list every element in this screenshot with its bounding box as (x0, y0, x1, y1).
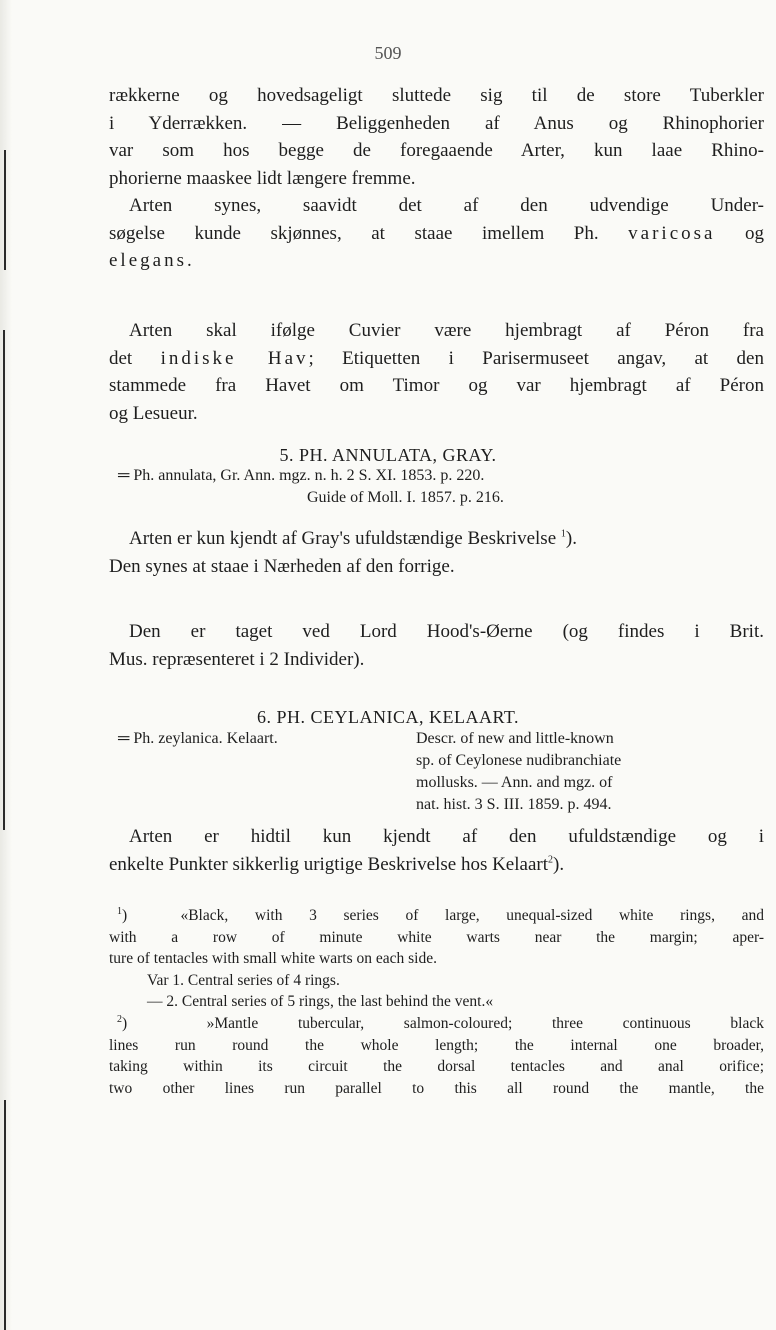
page-edge-mark (4, 150, 6, 270)
footnote-line: with a row of minute white warts near the margin; aper- (109, 928, 764, 946)
footnote-2 (109, 1013, 764, 1099)
paragraph-6 (109, 823, 764, 878)
page-edge-mark (4, 1100, 6, 1330)
footnote-line: $^1$) «Black, with 3 series of large, unequal-sized white rings, and (117, 905, 764, 924)
text-line: Den er taget ved Lord Hood's-Øerne (og findes i Brit. (129, 621, 764, 642)
synonymy-line: Guide of Moll. I. 1857. p. 216. (307, 489, 504, 506)
text-line: Arten er hidtil kun kjendt af den ufuldstændige og i (129, 826, 764, 847)
text-line: og Lesueur. (109, 402, 198, 424)
paragraph-5a (109, 525, 764, 580)
section-heading-6: 6. PH. CEYLANICA, KELAART. (256, 707, 520, 727)
synonymy-line: Descr. of new and little-known (416, 730, 614, 747)
synonymy-line: mollusks. — Ann. and mgz. of (416, 774, 613, 791)
text-line: Arten er kun kjendt af Gray's ufuldstændige Beskrivelse $^1$). (129, 528, 577, 549)
section-heading-5: 5. PH. ANNULATA, GRAY. (279, 445, 497, 465)
page-edge-mark (3, 330, 5, 830)
footnote-line: ture of tentacles with small white warts on each side. (109, 950, 437, 967)
species-name: elegans (109, 250, 187, 271)
footnote-ref: 2 (548, 854, 553, 866)
synonymy-line: sp. of Ceylonese nudibranchiate (416, 752, 622, 769)
footnote-line: lines run round the whole length; the internal one broader, (109, 1036, 764, 1054)
text-line: var som hos begge de foregaaende Arter, kun laae Rhino- (109, 140, 764, 161)
paragraph-3 (109, 317, 764, 427)
footnote-ref: 1 (560, 528, 566, 540)
text-line: i Yderrækken. — Beliggenheden af Anus og Rhinophorier (109, 112, 764, 134)
text-line: Arten synes, saavidt det af den udvendige Under- (129, 195, 764, 216)
paragraph-2 (109, 192, 764, 275)
footnote-1 (109, 905, 764, 1013)
footnote-marker: 1 (117, 905, 122, 917)
synonymy-prefix: ═ Ph. zeylanica. Kelaart. (118, 730, 278, 747)
text-line: rækkerne og hovedsageligt sluttede sig til de store Tuberkler (109, 85, 764, 106)
text-line: det indiske Hav; Etiquetten i Parisermuseet angav, at den (109, 347, 764, 369)
species-name: varicosa (628, 222, 716, 244)
page-edge-shadow (0, 0, 12, 1330)
text-line: Arten skal ifølge Cuvier være hjembragt af Péron fra (129, 320, 764, 341)
text-line: Mus. repræsenteret i 2 Individer). (109, 648, 365, 670)
paragraph-5b (109, 618, 764, 673)
footnote-line: Var 1. Central series of 4 rings. (147, 971, 340, 989)
footnote-marker: 2 (117, 1013, 122, 1025)
text-line: stammede fra Havet om Timor og var hjembragt af Péron (109, 375, 764, 396)
page-number: 509 (374, 43, 402, 63)
footnote-line: taking within its circuit the dorsal tentacles and anal orifice; (109, 1058, 764, 1075)
synonymy-line: ═ Ph. annulata, Gr. Ann. mgz. n. h. 2 S. XI. 1853. p. 220. (118, 467, 485, 484)
locality-name: indiske Hav (160, 347, 309, 369)
text-line: søgelse kunde skjønnes, at staae imellem Ph. varicosa og (109, 222, 765, 244)
text-line: Den synes at staae i Nærheden af den forrige. (109, 555, 455, 577)
footnote-line: — 2. Central series of 5 rings, the last behind the vent.« (147, 993, 494, 1010)
text-line: enkelte Punkter sikkerlig urigtige Beskrivelse hos Kelaart$^2$). (109, 853, 565, 875)
footnote-line: two other lines run parallel to this all round the mantle, the (109, 1079, 764, 1097)
paragraph-1 (109, 82, 764, 192)
text-line: elegans. (109, 250, 192, 271)
footnote-line: $^2$) »Mantle tubercular, salmon-coloured; three continuous black (117, 1013, 764, 1032)
text-line: phorierne maaskee lidt længere fremme. (109, 167, 416, 189)
synonymy-line: nat. hist. 3 S. III. 1859. p. 494. (416, 796, 612, 813)
